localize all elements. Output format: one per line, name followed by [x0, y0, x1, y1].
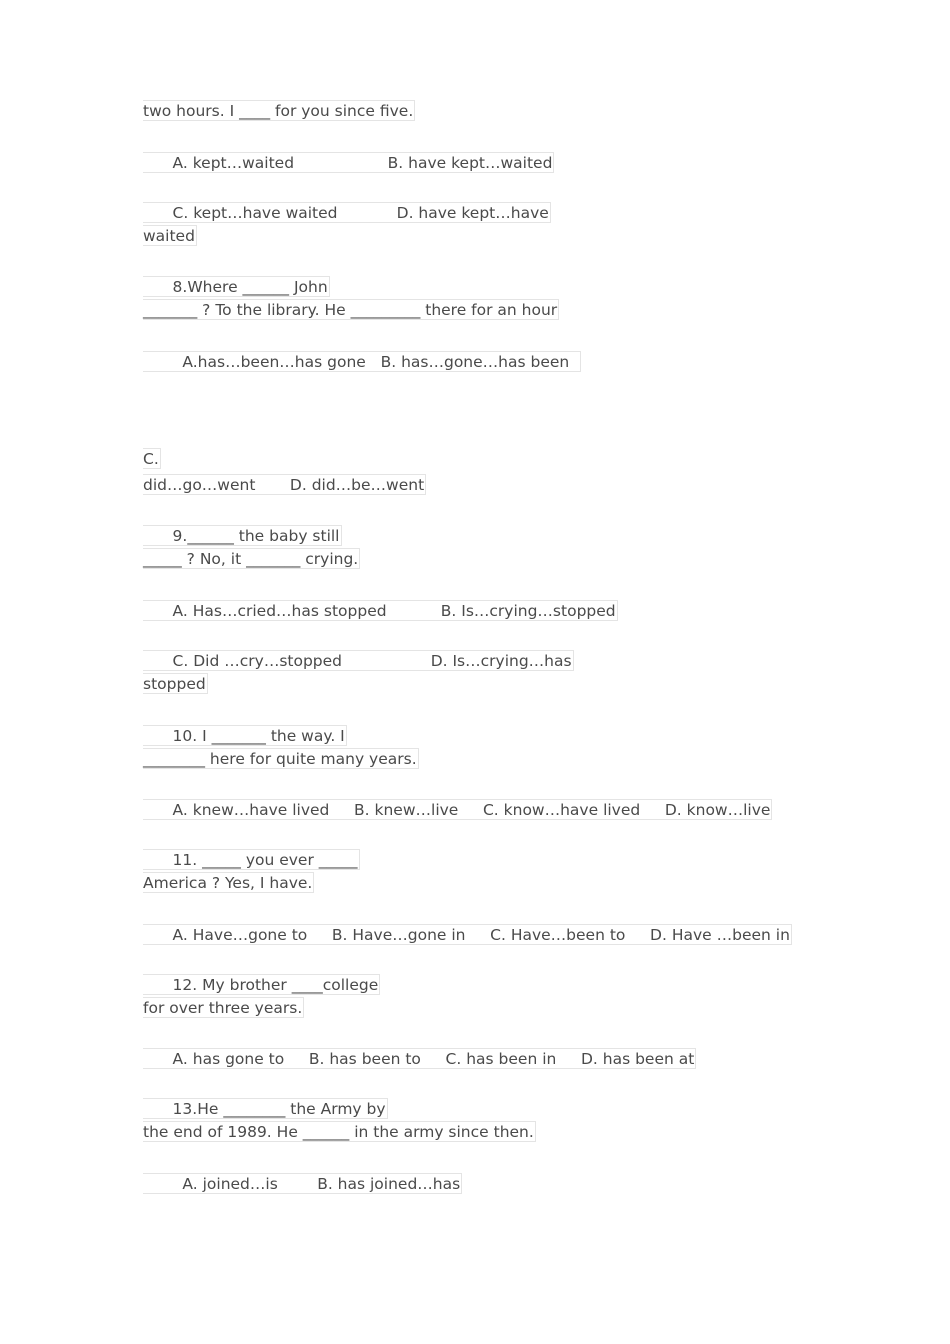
- question-12-options: A. has gone to B. has been to C. has been in D. has been at: [143, 1050, 695, 1068]
- question-8-stem-cont: _______ ? To the library. He _________ there for an hour: [143, 301, 558, 319]
- question-7-options-a-b: A. kept…waited B. have kept…waited: [143, 154, 553, 172]
- question-9-options-c-d: C. Did …cry…stopped D. Is…crying…has: [143, 652, 572, 670]
- question-7-options-wrap: waited: [143, 227, 195, 245]
- question-11-stem-cont: America ? Yes, I have.: [143, 874, 313, 892]
- question-10-stem: 10. I _______ the way. I: [143, 727, 345, 745]
- question-8-options-c-d: did…go…went D. did…be…went: [143, 476, 425, 494]
- question-13-stem-cont: the end of 1989. He ______ in the army since then.: [143, 1123, 534, 1141]
- question-11-options: A. Have…gone to B. Have…gone in C. Have…been to D. Have …been in: [143, 926, 790, 944]
- question-13-options: A. joined…is B. has joined…has: [143, 1175, 461, 1193]
- question-13-stem: 13.He ________ the Army by: [143, 1100, 386, 1118]
- question-9-options-a-b: A. Has…cried…has stopped B. Is…crying…stopped: [143, 602, 616, 620]
- question-9-stem: 9.______ the baby still: [143, 527, 340, 545]
- question-8-options-a-b: A.has…been…has gone B. has…gone…has been: [143, 353, 580, 371]
- question-7-stem-end: two hours. I ____ for you since five.: [143, 102, 414, 120]
- question-7-options-c-d: C. kept…have waited D. have kept…have: [143, 204, 549, 222]
- question-8-stem: 8.Where ______ John: [143, 278, 328, 296]
- question-9-stem-cont: _____ ? No, it _______ crying.: [143, 550, 359, 568]
- question-10-stem-cont: ________ here for quite many years.: [143, 750, 417, 768]
- question-9-options-wrap: stopped: [143, 675, 206, 693]
- question-8-option-c-label: C.: [143, 450, 159, 468]
- question-12-stem-cont: for over three years.: [143, 999, 303, 1017]
- question-12-stem: 12. My brother ____college: [143, 976, 379, 994]
- question-10-options: A. knew…have lived B. knew…live C. know…have lived D. know…live: [143, 801, 771, 819]
- question-11-stem: 11. _____ you ever _____: [143, 851, 358, 869]
